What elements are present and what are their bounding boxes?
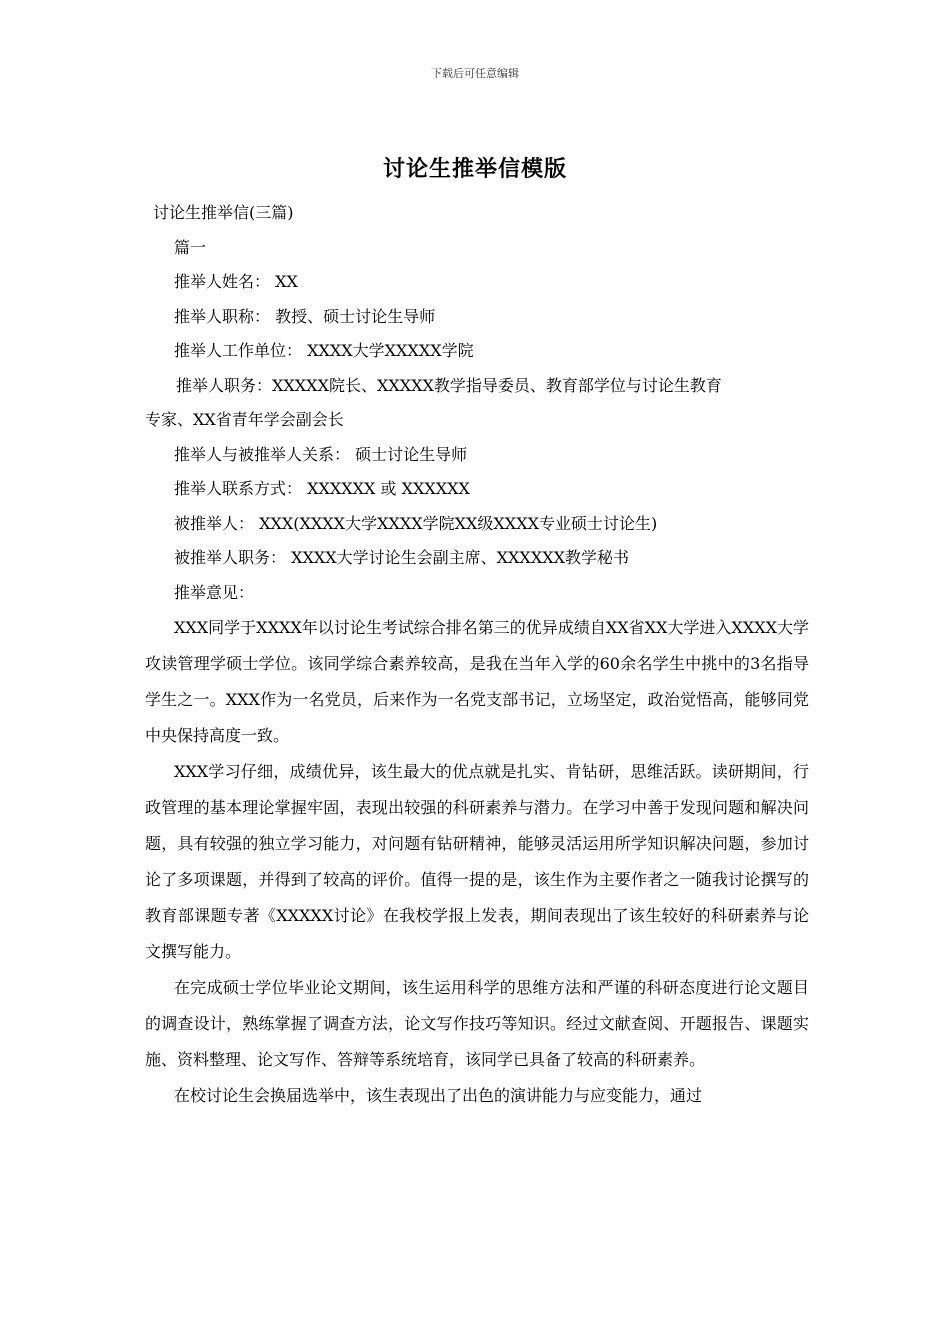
field-opinion-label: 推举意见： <box>174 582 255 602</box>
field-recommender-duty: 推举人职务：XXXXX院长、XXXXX教学指导委员、教育部学位与讨论生教育 <box>176 375 722 395</box>
field-recommender-name: 推举人姓名： XX <box>174 272 298 291</box>
field-recommender-title: 推举人职称： 教授、硕士讨论生导师 <box>174 306 436 326</box>
field-recommender-unit: 推举人工作单位： XXXX大学XXXXX学院 <box>174 341 474 360</box>
field-recommender-duty-cont: 专家、XX省青年学会副会长 <box>145 410 344 429</box>
paragraph: XXX同学于XXXX年以讨论生考试综合排名第三的优异成绩自XX省XX大学进入XXXX大学攻读管理学硕士学位。该同学综合素养较高，是我在当年入学的60余名学生中挑中的3名指导学生之一。XXX作为一名党员，后来作为一名党支部书记，立场坚定，政治觉悟高，能够同党中央保持高度一致。 <box>145 618 809 745</box>
field-recommendee-duty: 被推举人职务： XXXX大学讨论生会副主席、XXXXXX教学秘书 <box>174 548 629 567</box>
header-note: 下载后可任意编辑 <box>431 67 519 80</box>
field-recommendee: 被推举人： XXX(XXXX大学XXXX学院XX级XXXX专业硕士讨论生) <box>174 513 658 533</box>
document-body <box>145 196 809 1114</box>
field-contact: 推举人联系方式： XXXXXX 或 XXXXXX <box>174 479 470 498</box>
paragraph: XXX学习仔细，成绩优异，该生最大的优点就是扎实、肯钻研，思维活跃。读研期间，行政管理的基本理论掌握牢固，表现出较强的科研素养与潜力。在学习中善于发现问题和解决问题，具有较强的独立学习能力，对问题有钻研精神，能够灵活运用所学知识解决问题，参加讨论了多项课题，并得到了较高的评价。值得一提的是，该生作为主要作者之一随我讨论撰写的教育部课题专著《XXXXX讨论》在我校学报上发表，期间表现出了该生较好的科研素养与论文撰写能力。 <box>145 762 809 961</box>
field-relationship: 推举人与被推举人关系： 硕士讨论生导师 <box>174 444 468 464</box>
paragraph: 在完成硕士学位毕业论文期间，该生运用科学的思维方法和严谨的科研态度进行论文题目的调查设计，熟练掌握了调查方法，论文写作技巧等知识。经过文献查阅、开题报告、课题实施、资料整理、论文写作、答辩等系统培育，该同学已具备了较高的科研素养。 <box>145 978 809 1069</box>
document-title: 讨论生推举信模版 <box>382 156 567 182</box>
paragraph: 在校讨论生会换届选举中，该生表现出了出色的演讲能力与应变能力，通过 <box>174 1086 703 1105</box>
section-label: 篇一 <box>174 237 207 257</box>
subtitle: 讨论生推举信(三篇) <box>153 203 294 222</box>
